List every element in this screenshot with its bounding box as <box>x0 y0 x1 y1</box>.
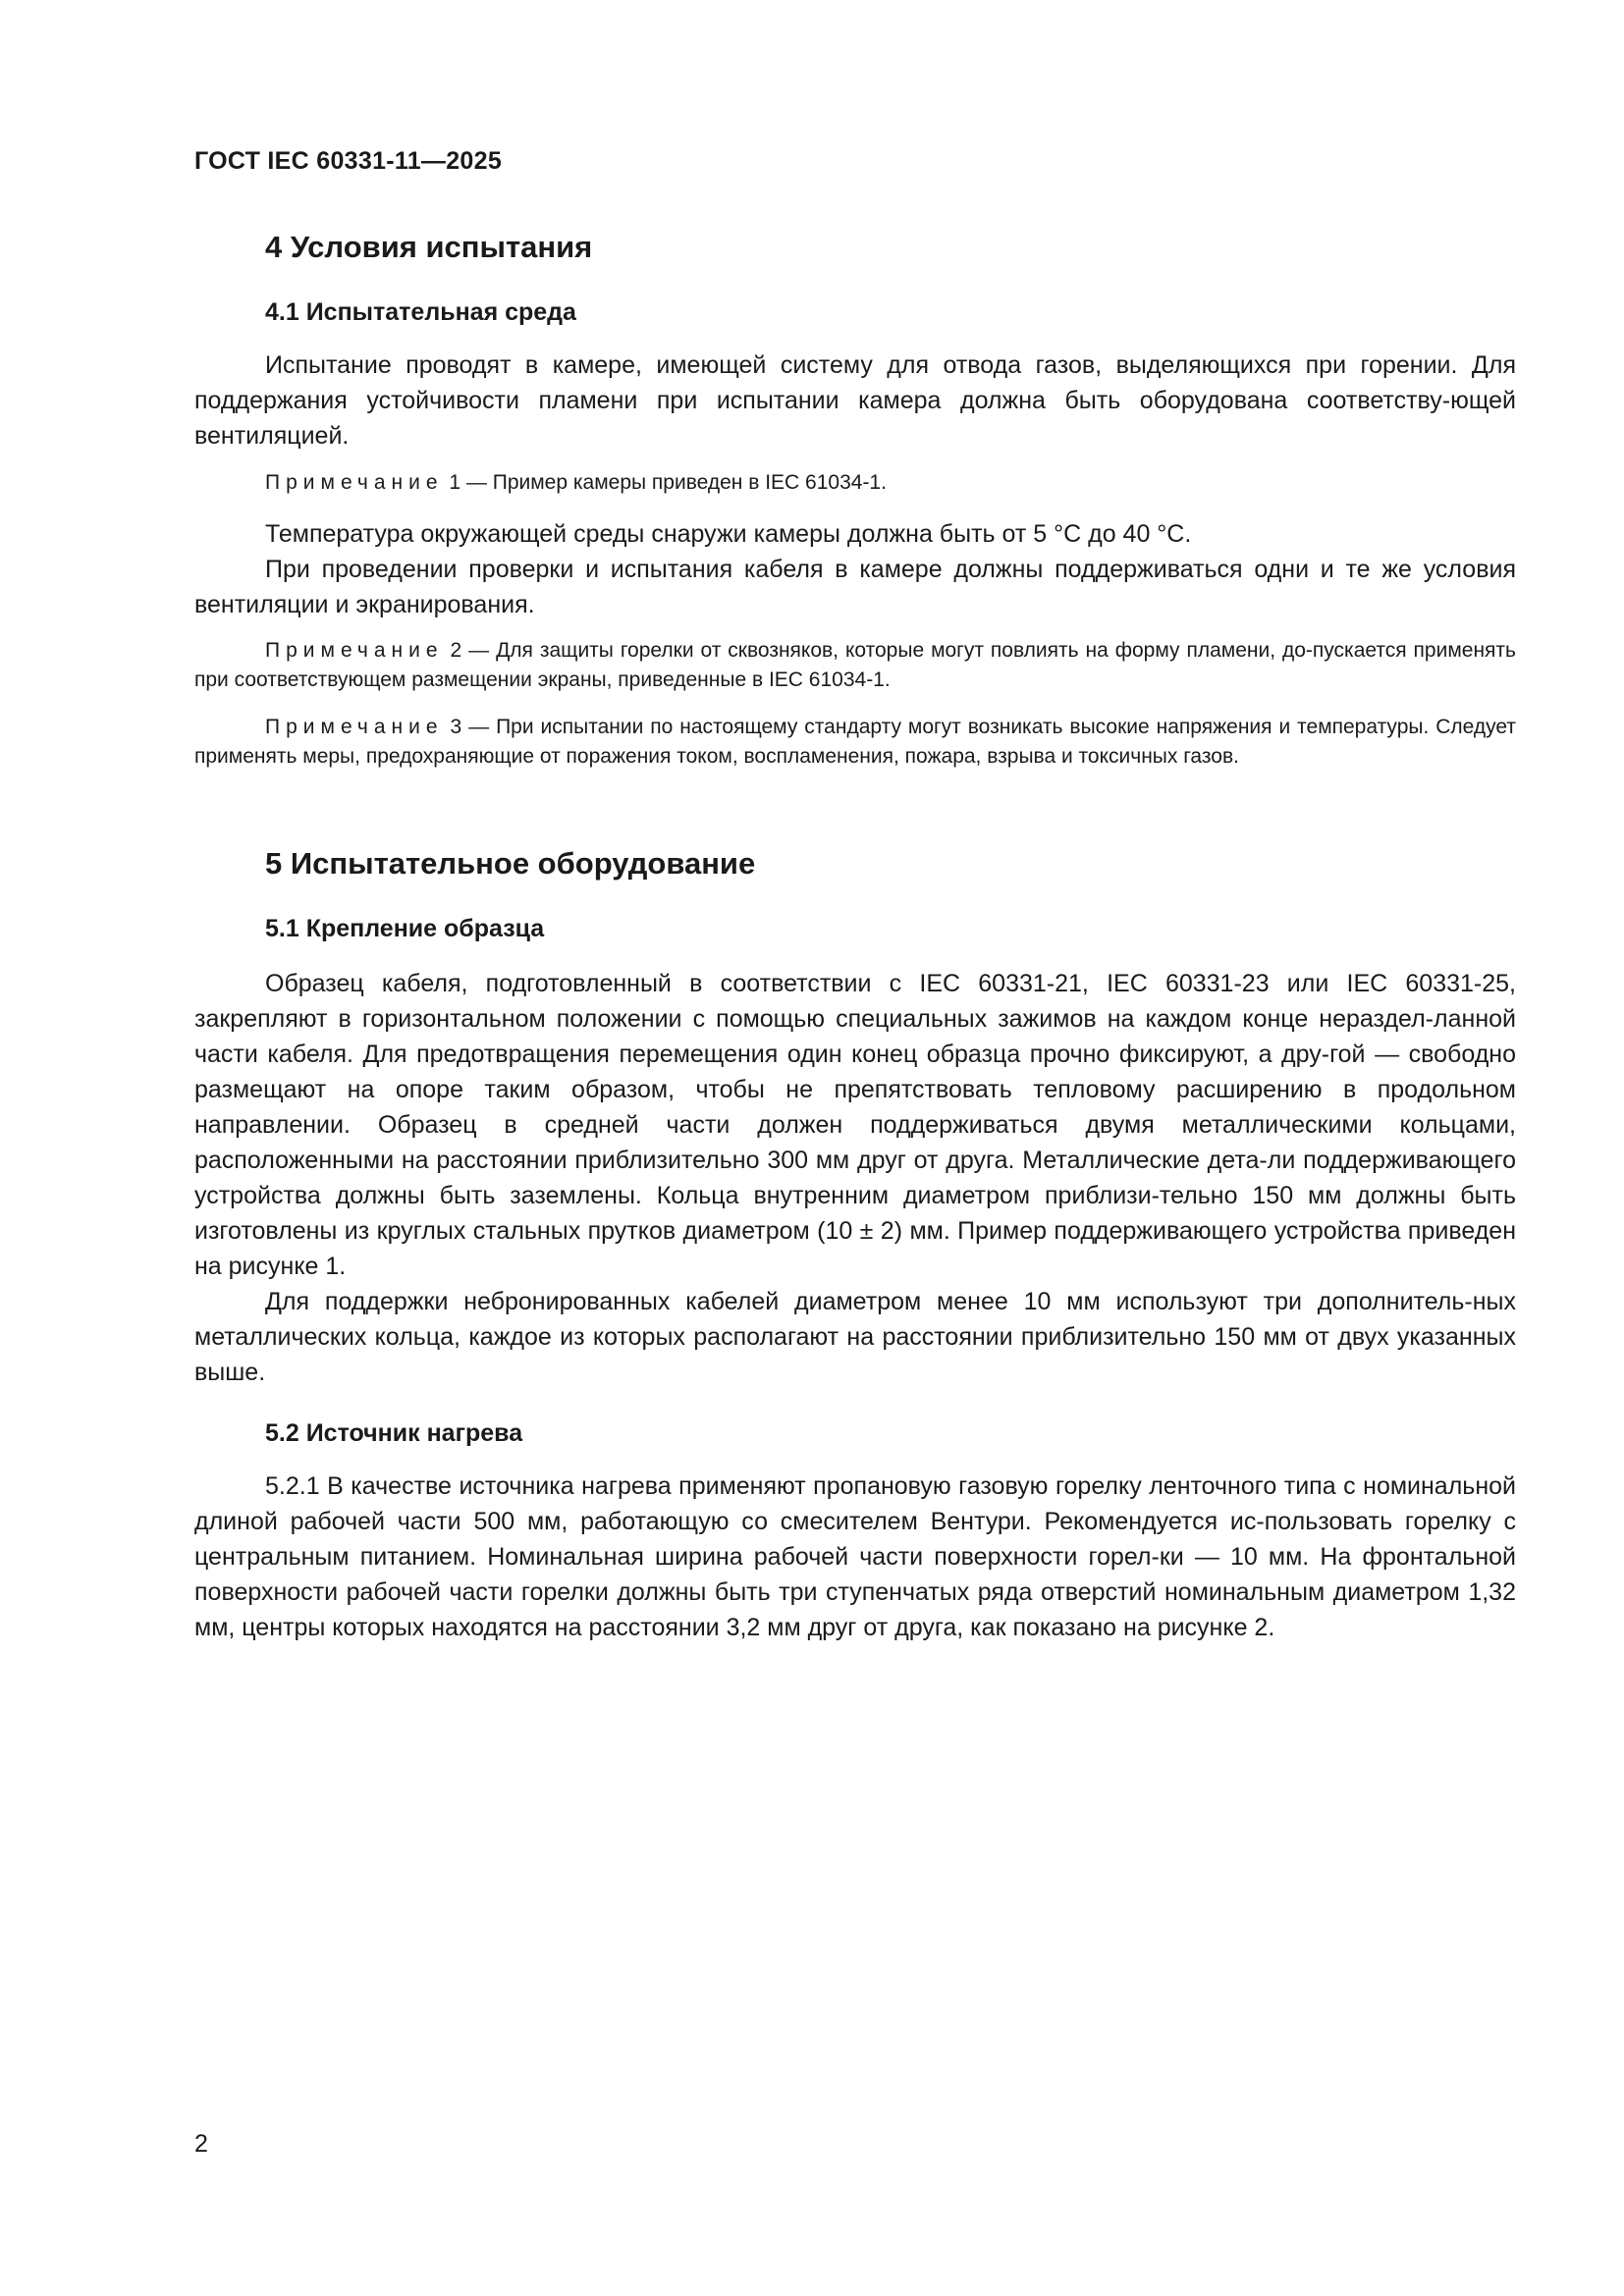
note-3-label: Примечание <box>265 716 444 738</box>
section-4-heading: 4 Условия испытания <box>265 230 593 264</box>
section-5-2-heading: 5.2 Источник нагрева <box>265 1419 523 1447</box>
section-5-heading: 5 Испытательное оборудование <box>265 846 756 881</box>
page-number: 2 <box>194 2130 208 2158</box>
section-5-1-paragraph-1: Образец кабеля, подготовленный в соответствии с IEC 60331-21, IEC 60331-23 или IEC 60331-25, закрепляют в горизонтальном положении с помощью специальных зажимов на каждом конце нераздел-ланной части кабеля. Для предотвращения перемещения один конец образца прочно фиксируют, а дру-гой — свободно размещают на опоре таким образом, чтобы не препятствовать тепловому расширению в продольном направлении. Образец в средней части должен поддерживаться двумя металлическими кольцами, расположенными на расстоянии приблизительно 300 мм друг от друга. Металлические дета-ли поддерживающего устройства должны быть заземлены. Кольца внутренним диаметром приблизи-тельно 150 мм должны быть изготовлены из круглых стальных прутков диаметром (10 ± 2) мм. Пример поддерживающего устройства приведен на рисунке 1. <box>194 970 1516 1280</box>
note-3 <box>194 713 1516 772</box>
note-1 <box>194 468 1516 498</box>
section-5-2-1-paragraph: 5.2.1 В качестве источника нагрева применяют пропановую газовую горелку ленточного типа с номинальной длиной рабочей части 500 мм, работающую со смесителем Вентури. Рекомендуется ис-пользовать горелку с центральным питанием. Номинальная ширина рабочей части поверхности горел-ки — 10 мм. На фронтальной поверхности рабочей части горелки должны быть три ступенчатых ряда отверстий номинальным диаметром 1,32 мм, центры которых находятся на расстоянии 3,2 мм друг от друга, как показано на рисунке 2. <box>194 1472 1516 1641</box>
section-4-1-paragraph-1: Испытание проводят в камере, имеющей систему для отвода газов, выделяющихся при горении. Для поддержания устойчивости пламени при испытании камера должна быть оборудована соответству-ющей вентиляцией. <box>194 351 1516 450</box>
section-5-1-heading: 5.1 Крепление образца <box>265 915 545 942</box>
section-5-1-paragraph-2: Для поддержки небронированных кабелей диаметром менее 10 мм используют три дополнитель-ных металлических кольца, каждое из которых располагают на расстоянии приблизительно 150 мм от двух указанных выше. <box>194 1288 1516 1386</box>
document-header: ГОСТ IEC 60331-11—2025 <box>194 147 503 175</box>
note-3-text: 3 — При испытании по настоящему стандарту могут возникать высокие напряжения и температуры. Следует применять меры, предохраняющие от поражения током, воспламенения, пожара, взрыва и токсичных газов. <box>194 716 1516 768</box>
note-2-text: 2 — Для защиты горелки от сквозняков, которые могут повлиять на форму пламени, до-пускается применять при соответствующем размещении экраны, приведенные в IEC 61034-1. <box>194 639 1516 691</box>
section-4-1-paragraph-2: Температура окружающей среды снаружи камеры должна быть от 5 °C до 40 °C. <box>265 520 1192 548</box>
note-2-label: Примечание <box>265 639 444 662</box>
note-1-text: 1 — Пример камеры приведен в IEC 61034-1. <box>443 471 887 494</box>
note-1-label: Примечание <box>265 471 444 494</box>
note-2 <box>194 636 1516 695</box>
section-4-1-paragraph-3: При проведении проверки и испытания кабеля в камере должны поддерживаться одни и те же условия вентиляции и экранирования. <box>194 556 1516 618</box>
section-4-1-heading: 4.1 Испытательная среда <box>265 298 576 326</box>
